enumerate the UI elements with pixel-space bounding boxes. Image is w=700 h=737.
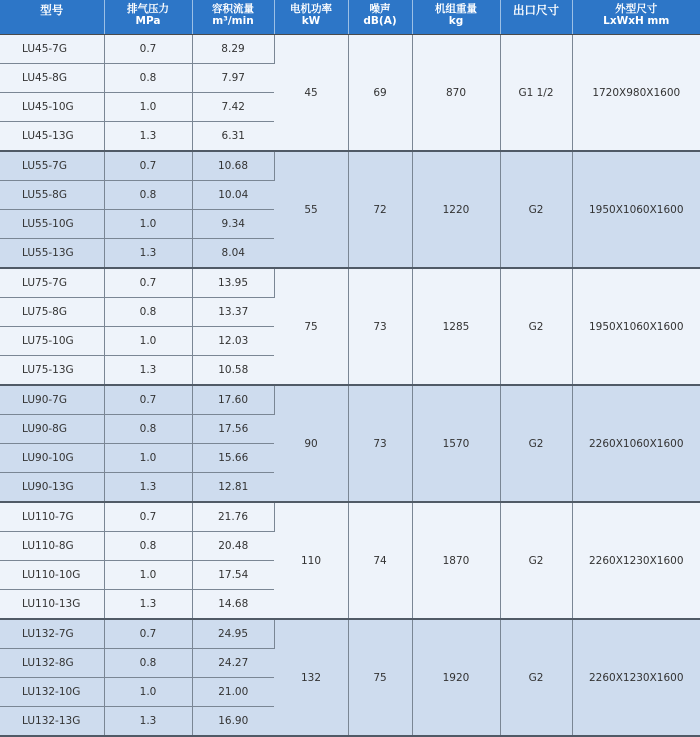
- flow-cell: 21.76: [192, 502, 274, 532]
- pressure-cell: 1.0: [104, 561, 192, 590]
- header-weight: 机组重量 kg: [412, 0, 500, 35]
- pressure-cell: 1.0: [104, 444, 192, 473]
- pressure-cell: 1.3: [104, 590, 192, 620]
- noise-cell: 73: [348, 268, 412, 385]
- flow-cell: 10.04: [192, 181, 274, 210]
- model-cell: LU55-8G: [0, 181, 104, 210]
- noise-cell: 69: [348, 35, 412, 152]
- model-cell: LU110-10G: [0, 561, 104, 590]
- model-cell: LU75-10G: [0, 327, 104, 356]
- power-cell: 110: [274, 502, 348, 619]
- weight-cell: 1570: [412, 385, 500, 502]
- dims-cell: 2260X1230X1600: [572, 619, 700, 736]
- outlet-cell: G2: [500, 619, 572, 736]
- flow-cell: 24.27: [192, 649, 274, 678]
- flow-cell: 24.95: [192, 619, 274, 649]
- flow-cell: 8.29: [192, 35, 274, 64]
- weight-cell: 1870: [412, 502, 500, 619]
- outlet-cell: G2: [500, 151, 572, 268]
- pressure-cell: 0.8: [104, 181, 192, 210]
- dims-cell: 1950X1060X1600: [572, 268, 700, 385]
- noise-cell: 72: [348, 151, 412, 268]
- flow-cell: 13.95: [192, 268, 274, 298]
- model-cell: LU75-8G: [0, 298, 104, 327]
- model-cell: LU75-7G: [0, 268, 104, 298]
- pressure-cell: 1.3: [104, 122, 192, 152]
- dims-cell: 1720X980X1600: [572, 35, 700, 152]
- pressure-cell: 0.7: [104, 502, 192, 532]
- pressure-cell: 0.7: [104, 268, 192, 298]
- header-dims: 外型尺寸 LxWxH mm: [572, 0, 700, 35]
- flow-cell: 14.68: [192, 590, 274, 620]
- power-cell: 55: [274, 151, 348, 268]
- table-body: [0, 35, 700, 737]
- pressure-cell: 1.0: [104, 678, 192, 707]
- model-cell: LU90-10G: [0, 444, 104, 473]
- model-cell: LU110-8G: [0, 532, 104, 561]
- flow-cell: 17.56: [192, 415, 274, 444]
- pressure-cell: 0.7: [104, 619, 192, 649]
- outlet-cell: G1 1/2: [500, 35, 572, 152]
- dims-cell: 2260X1230X1600: [572, 502, 700, 619]
- model-cell: LU132-7G: [0, 619, 104, 649]
- model-cell: LU132-10G: [0, 678, 104, 707]
- model-cell: LU110-7G: [0, 502, 104, 532]
- pressure-cell: 0.7: [104, 151, 192, 181]
- pressure-cell: 1.0: [104, 327, 192, 356]
- flow-cell: 7.42: [192, 93, 274, 122]
- table-row: [0, 268, 700, 298]
- dims-cell: 2260X1060X1600: [572, 385, 700, 502]
- flow-cell: 10.68: [192, 151, 274, 181]
- flow-cell: 13.37: [192, 298, 274, 327]
- flow-cell: 8.04: [192, 239, 274, 269]
- flow-cell: 16.90: [192, 707, 274, 737]
- pressure-cell: 1.3: [104, 473, 192, 503]
- outlet-cell: G2: [500, 502, 572, 619]
- model-cell: LU45-13G: [0, 122, 104, 152]
- flow-cell: 7.97: [192, 64, 274, 93]
- noise-cell: 75: [348, 619, 412, 736]
- pressure-cell: 0.8: [104, 532, 192, 561]
- pressure-cell: 0.8: [104, 415, 192, 444]
- model-cell: LU45-8G: [0, 64, 104, 93]
- weight-cell: 1920: [412, 619, 500, 736]
- header-model: 型号: [0, 0, 104, 35]
- model-cell: LU55-13G: [0, 239, 104, 269]
- pressure-cell: 1.3: [104, 239, 192, 269]
- power-cell: 45: [274, 35, 348, 152]
- flow-cell: 21.00: [192, 678, 274, 707]
- model-cell: LU75-13G: [0, 356, 104, 386]
- flow-cell: 9.34: [192, 210, 274, 239]
- pressure-cell: 0.8: [104, 298, 192, 327]
- pressure-cell: 0.7: [104, 35, 192, 64]
- flow-cell: 17.60: [192, 385, 274, 415]
- table-row: [0, 35, 700, 64]
- dims-cell: 1950X1060X1600: [572, 151, 700, 268]
- weight-cell: 1285: [412, 268, 500, 385]
- model-cell: LU132-8G: [0, 649, 104, 678]
- weight-cell: 1220: [412, 151, 500, 268]
- table-row: [0, 385, 700, 415]
- weight-cell: 870: [412, 35, 500, 152]
- header-pressure: 排气压力 MPa: [104, 0, 192, 35]
- model-cell: LU90-13G: [0, 473, 104, 503]
- flow-cell: 6.31: [192, 122, 274, 152]
- model-cell: LU45-10G: [0, 93, 104, 122]
- header-flow: 容积流量 m³/min: [192, 0, 274, 35]
- pressure-cell: 0.8: [104, 649, 192, 678]
- model-cell: LU55-7G: [0, 151, 104, 181]
- header-outlet: 出口尺寸: [500, 0, 572, 35]
- flow-cell: 12.03: [192, 327, 274, 356]
- model-cell: LU55-10G: [0, 210, 104, 239]
- power-cell: 132: [274, 619, 348, 736]
- model-cell: LU90-7G: [0, 385, 104, 415]
- pressure-cell: 0.8: [104, 64, 192, 93]
- outlet-cell: G2: [500, 268, 572, 385]
- noise-cell: 74: [348, 502, 412, 619]
- header-noise: 噪声 dB(A): [348, 0, 412, 35]
- power-cell: 90: [274, 385, 348, 502]
- table-row: [0, 619, 700, 649]
- power-cell: 75: [274, 268, 348, 385]
- flow-cell: 17.54: [192, 561, 274, 590]
- flow-cell: 20.48: [192, 532, 274, 561]
- pressure-cell: 1.3: [104, 356, 192, 386]
- pressure-cell: 1.0: [104, 210, 192, 239]
- model-cell: LU110-13G: [0, 590, 104, 620]
- model-cell: LU132-13G: [0, 707, 104, 737]
- outlet-cell: G2: [500, 385, 572, 502]
- noise-cell: 73: [348, 385, 412, 502]
- flow-cell: 12.81: [192, 473, 274, 503]
- table-row: [0, 502, 700, 532]
- flow-cell: 10.58: [192, 356, 274, 386]
- model-cell: LU90-8G: [0, 415, 104, 444]
- header-row: [0, 0, 700, 35]
- table-row: [0, 151, 700, 181]
- pressure-cell: 0.7: [104, 385, 192, 415]
- pressure-cell: 1.0: [104, 93, 192, 122]
- model-cell: LU45-7G: [0, 35, 104, 64]
- header-power: 电机功率 kW: [274, 0, 348, 35]
- pressure-cell: 1.3: [104, 707, 192, 737]
- flow-cell: 15.66: [192, 444, 274, 473]
